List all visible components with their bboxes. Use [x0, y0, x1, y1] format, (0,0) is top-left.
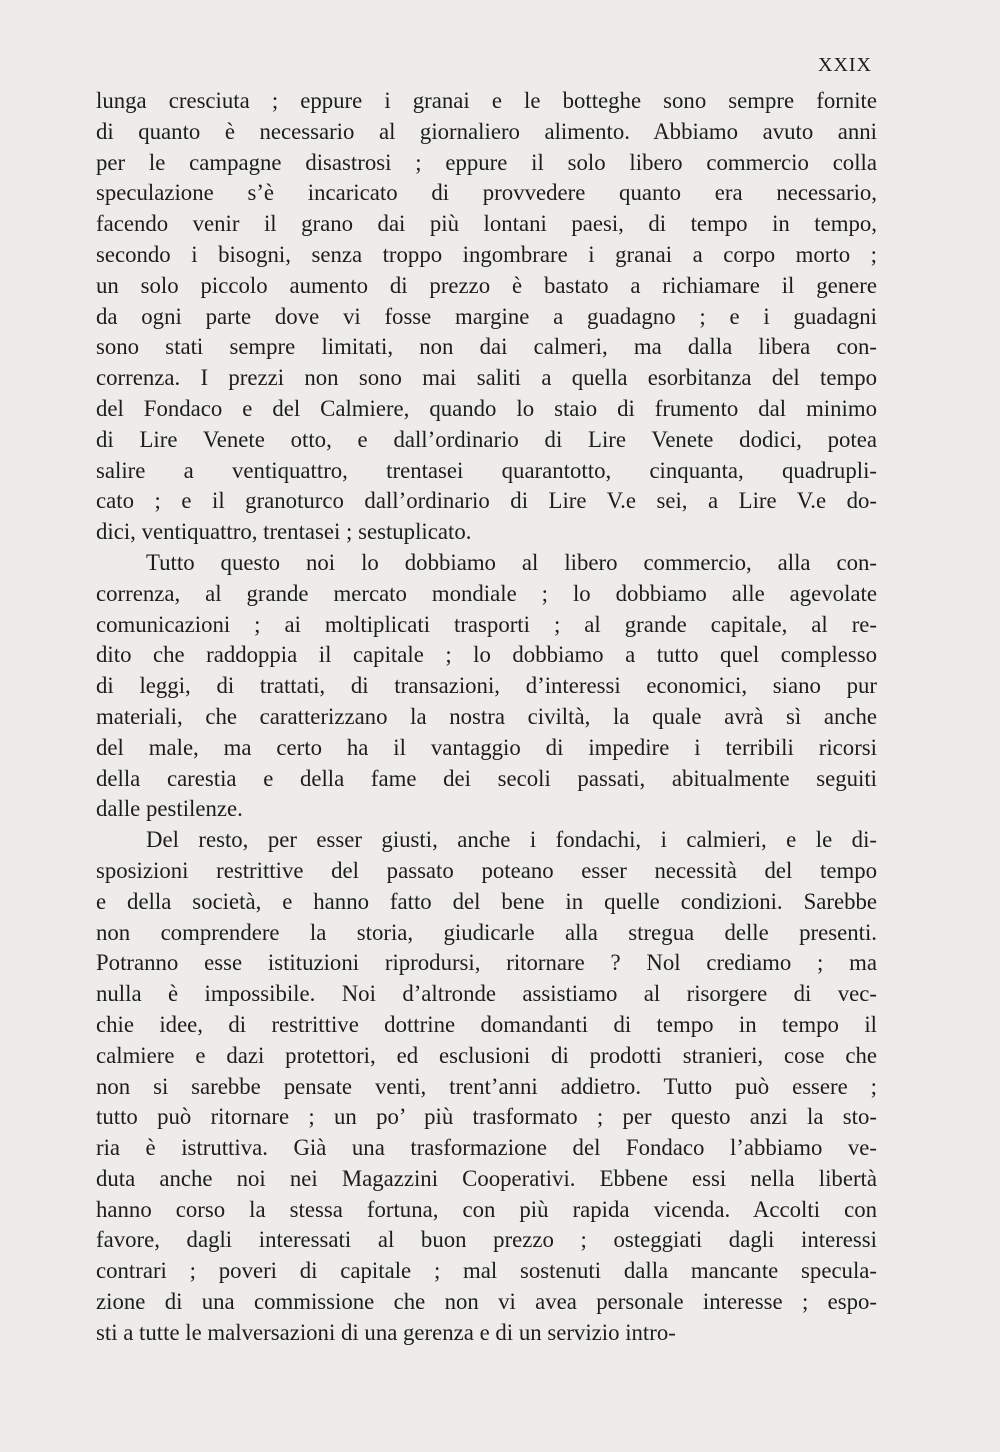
text-line: lunga cresciuta ; eppure i granai e le botteghe sono sempre fornite: [96, 88, 877, 113]
text-line: della carestia e della fame dei secoli passati, abitualmente seguiti: [96, 765, 877, 791]
text-line: di Lire Venete otto, e dall’ordinario di Lire Venete dodici, potea: [96, 426, 877, 452]
text-line: ria è istruttiva. Già una trasformazione del Fondaco l’abbiamo ve-: [96, 1135, 877, 1161]
text-line: di leggi, di trattati, di transazioni, d’interessi economici, siano pur: [96, 673, 877, 699]
text-line: hanno corso la stessa fortuna, con più rapida vicenda. Accolti con: [96, 1196, 877, 1222]
text-line: per le campagne disastrosi ; eppure il solo libero commercio colla: [96, 149, 877, 175]
text-line: sposizioni restrittive del passato poteano esser necessità del tempo: [96, 857, 877, 883]
text-line: del Fondaco e del Calmiere, quando lo staio di frumento dal minimo: [96, 395, 877, 421]
text-line: non si sarebbe pensate venti, trent’anni addietro. Tutto può essere ;: [96, 1073, 877, 1099]
text-line: sti a tutte le malversazioni di una gerenza e di un servizio intro-: [96, 1319, 676, 1345]
text-line: favore, dagli interessati al buon prezzo ; osteggiati dagli interessi: [96, 1227, 877, 1253]
text-line: sono stati sempre limitati, non dai calmeri, ma dalla libera con-: [96, 334, 877, 360]
text-line: chie idee, di restrittive dottrine domandanti di tempo in tempo il: [96, 1011, 877, 1037]
text-line: Tutto questo noi lo dobbiamo al libero commercio, alla con-: [146, 549, 877, 575]
text-line: secondo i bisogni, senza troppo ingombrare i granai a corpo morto ;: [96, 241, 877, 267]
text-line: di quanto è necessario al giornaliero alimento. Abbiamo avuto anni: [96, 118, 877, 144]
text-line: tutto può ritornare ; un po’ più trasformato ; per questo anzi la sto-: [96, 1104, 877, 1130]
text-line: cato ; e il granoturco dall’ordinario di Lire V.e sei, a Lire V.e do-: [96, 488, 877, 514]
text-line: Potranno esse istituzioni riprodursi, ritornare ? Nol crediamo ; ma: [96, 950, 877, 976]
text-line: zione di una commissione che non vi avea personale interesse ; espo-: [96, 1289, 877, 1315]
text-line: correnza, al grande mercato mondiale ; lo dobbiamo alle agevolate: [96, 580, 877, 606]
text-line: facendo venir il grano dai più lontani paesi, di tempo in tempo,: [96, 211, 877, 237]
text-line: speculazione s’è incaricato di provvedere quanto era necessario,: [96, 180, 877, 206]
text-line: salire a ventiquattro, trentasei quarantotto, cinquanta, quadrupli-: [96, 457, 877, 483]
text-line: materiali, che caratterizzano la nostra civiltà, la quale avrà sì anche: [96, 703, 877, 729]
text-line: del male, ma certo ha il vantaggio di impedire i terribili ricorsi: [96, 734, 877, 760]
text-line: e della società, e hanno fatto del bene in quelle condizioni. Sarebbe: [96, 888, 877, 914]
text-line: da ogni parte dove vi fosse margine a guadagno ; e i guadagni: [96, 303, 877, 329]
text-line: dito che raddoppia il capitale ; lo dobbiamo a tutto quel complesso: [96, 642, 877, 668]
text-line: Del resto, per esser giusti, anche i fondachi, i calmieri, e le di-: [146, 827, 877, 853]
paragraph: [96, 825, 877, 1349]
body-text: [96, 86, 877, 1349]
paragraph: [96, 86, 877, 548]
page-number: XXIX: [818, 54, 872, 76]
text-line: duta anche noi nei Magazzini Cooperativi. Ebbene essi nella libertà: [96, 1165, 877, 1191]
text-line: correnza. I prezzi non sono mai saliti a quella esorbitanza del tempo: [96, 365, 877, 391]
paragraph: [96, 548, 877, 825]
text-line: nulla è impossibile. Noi d’altronde assistiamo al risorgere di vec-: [96, 981, 877, 1007]
text-line: calmiere e dazi protettori, ed esclusioni di prodotti stranieri, cose che: [96, 1042, 877, 1068]
text-line: dici, ventiquattro, trentasei ; sestuplicato.: [96, 519, 472, 545]
text-line: non comprendere la storia, giudicarle alla stregua delle presenti.: [96, 919, 877, 945]
text-line: contrari ; poveri di capitale ; mal sostenuti dalla mancante specula-: [96, 1258, 877, 1284]
text-line: dalle pestilenze.: [96, 796, 243, 822]
text-line: un solo piccolo aumento di prezzo è bastato a richiamare il genere: [96, 272, 877, 298]
text-line: comunicazioni ; ai moltiplicati trasporti ; al grande capitale, al re-: [96, 611, 877, 637]
